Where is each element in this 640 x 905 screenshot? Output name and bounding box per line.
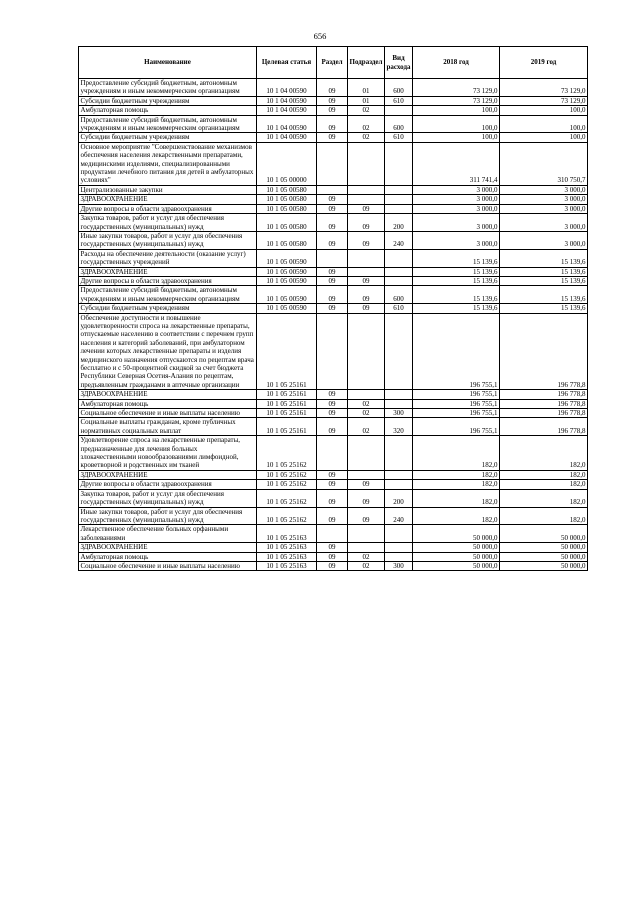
- cell-type: 610: [385, 96, 413, 105]
- cell-name: Другие вопросы в области здравоохранения: [79, 204, 257, 213]
- cell-type: 600: [385, 79, 413, 97]
- cell-y2019: 182,0: [500, 436, 588, 471]
- cell-subsection: [348, 195, 385, 204]
- cell-y2019: 50 000,0: [500, 552, 588, 561]
- cell-section: 09: [317, 543, 348, 552]
- cell-section: 09: [317, 267, 348, 276]
- table-row: [79, 507, 588, 525]
- cell-target: 10 1 05 25161: [257, 409, 317, 418]
- table-row: [79, 96, 588, 105]
- cell-type: [385, 106, 413, 115]
- cell-target: 10 1 04 00590: [257, 115, 317, 133]
- cell-type: [385, 204, 413, 213]
- cell-target: 10 1 04 00590: [257, 96, 317, 105]
- cell-type: [385, 249, 413, 267]
- cell-subsection: [348, 249, 385, 267]
- cell-name: ЗДРАВООХРАНЕНИЕ: [79, 267, 257, 276]
- cell-y2018: 15 139,6: [413, 267, 500, 276]
- cell-y2018: 196 755,1: [413, 418, 500, 436]
- cell-y2019: 182,0: [500, 470, 588, 479]
- cell-target: 10 1 05 25161: [257, 390, 317, 399]
- cell-type: [385, 480, 413, 489]
- cell-type: [385, 276, 413, 285]
- cell-section: 09: [317, 79, 348, 97]
- table-row: [79, 286, 588, 304]
- cell-name: Централизованные закупки: [79, 185, 257, 194]
- cell-name: ЗДРАВООХРАНЕНИЕ: [79, 543, 257, 552]
- table-row: [79, 79, 588, 97]
- cell-y2019: 310 750,7: [500, 142, 588, 185]
- cell-name: Закупка товаров, работ и услуг для обеспечения государственных (муниципальных) нужд: [79, 214, 257, 232]
- cell-subsection: 02: [348, 133, 385, 142]
- cell-y2018: 3 000,0: [413, 185, 500, 194]
- cell-subsection: 09: [348, 276, 385, 285]
- table-row: [79, 204, 588, 213]
- cell-target: 10 1 05 25161: [257, 418, 317, 436]
- cell-name: Иные закупки товаров, работ и услуг для обеспечения государственных (муниципальных) нужд: [79, 507, 257, 525]
- table-row: [79, 543, 588, 552]
- cell-section: 09: [317, 286, 348, 304]
- cell-type: [385, 525, 413, 543]
- cell-section: [317, 249, 348, 267]
- cell-subsection: 02: [348, 552, 385, 561]
- cell-name: ЗДРАВООХРАНЕНИЕ: [79, 195, 257, 204]
- cell-target: 10 1 05 25161: [257, 399, 317, 408]
- cell-y2019: 196 778,8: [500, 390, 588, 399]
- cell-name: Субсидии бюджетным учреждениям: [79, 133, 257, 142]
- cell-type: [385, 313, 413, 390]
- cell-subsection: 02: [348, 106, 385, 115]
- cell-target: 10 1 05 25162: [257, 507, 317, 525]
- cell-subsection: 09: [348, 489, 385, 507]
- cell-y2018: 15 139,6: [413, 276, 500, 285]
- cell-y2019: 73 129,0: [500, 79, 588, 97]
- cell-type: [385, 436, 413, 471]
- cell-y2019: 3 000,0: [500, 231, 588, 249]
- cell-subsection: [348, 313, 385, 390]
- cell-name: Лекарственное обеспечение больных орфанными заболеваниями: [79, 525, 257, 543]
- cell-section: 09: [317, 470, 348, 479]
- table-row: [79, 231, 588, 249]
- cell-name: ЗДРАВООХРАНЕНИЕ: [79, 470, 257, 479]
- header-subsection: Подраздел: [348, 47, 385, 79]
- cell-target: 10 1 05 25162: [257, 489, 317, 507]
- cell-y2019: 196 778,8: [500, 399, 588, 408]
- cell-name: Обеспечение доступности и повышение удовлетворенности спроса на лекарственные препараты, отпускаемые населению в соответствии с перечнем групп населения и категорий заболеваний, при амбулаторном лечении которых лекарственные препараты и изделия медицинского назначения отпускаются по рецептам врача бесплатно и с 50-процентной скидкой за счет бюджета Республики Северная Осетия-Алания по рецептам, предъявленным гражданами в аптечные организации: [79, 313, 257, 390]
- cell-subsection: 09: [348, 507, 385, 525]
- cell-y2018: 50 000,0: [413, 525, 500, 543]
- cell-y2019: 50 000,0: [500, 525, 588, 543]
- cell-y2019: 3 000,0: [500, 204, 588, 213]
- cell-name: Социальное обеспечение и иные выплаты населению: [79, 561, 257, 570]
- cell-target: 10 1 05 25163: [257, 543, 317, 552]
- header-2018: 2018 год: [413, 47, 500, 79]
- cell-y2018: 196 755,1: [413, 313, 500, 390]
- cell-section: 09: [317, 489, 348, 507]
- cell-subsection: 02: [348, 409, 385, 418]
- cell-subsection: 02: [348, 399, 385, 408]
- cell-y2018: 50 000,0: [413, 552, 500, 561]
- table-row: [79, 470, 588, 479]
- cell-subsection: [348, 142, 385, 185]
- cell-y2018: 3 000,0: [413, 195, 500, 204]
- cell-target: 10 1 05 00590: [257, 267, 317, 276]
- cell-y2019: 196 778,8: [500, 409, 588, 418]
- cell-type: [385, 552, 413, 561]
- cell-type: 600: [385, 286, 413, 304]
- cell-type: [385, 267, 413, 276]
- cell-y2018: 50 000,0: [413, 543, 500, 552]
- cell-section: [317, 313, 348, 390]
- cell-target: 10 1 05 00580: [257, 195, 317, 204]
- table-row: [79, 304, 588, 313]
- cell-type: [385, 399, 413, 408]
- cell-name: Удовлетворение спроса на лекарственные препараты, предназначенные для лечения больных злокачественными новообразованиями лимфоидной, кроветворной и родственных им тканей: [79, 436, 257, 471]
- cell-type: [385, 195, 413, 204]
- cell-name: Предоставление субсидий бюджетным, автономным учреждениям и иным некоммерческим организациям: [79, 286, 257, 304]
- cell-type: [385, 543, 413, 552]
- cell-name: Закупка товаров, работ и услуг для обеспечения государственных (муниципальных) нужд: [79, 489, 257, 507]
- cell-subsection: [348, 436, 385, 471]
- cell-section: 09: [317, 304, 348, 313]
- cell-target: 10 1 05 00590: [257, 276, 317, 285]
- table-header-row: [79, 47, 588, 79]
- cell-y2018: 182,0: [413, 480, 500, 489]
- cell-target: 10 1 05 25162: [257, 480, 317, 489]
- cell-type: 300: [385, 409, 413, 418]
- cell-section: [317, 142, 348, 185]
- budget-table: [78, 46, 588, 571]
- cell-y2019: 196 778,8: [500, 418, 588, 436]
- cell-subsection: 09: [348, 204, 385, 213]
- cell-y2019: 73 129,0: [500, 96, 588, 105]
- cell-section: 09: [317, 561, 348, 570]
- cell-name: Амбулаторная помощь: [79, 106, 257, 115]
- cell-y2018: 15 139,6: [413, 286, 500, 304]
- table-row: [79, 115, 588, 133]
- cell-y2018: 182,0: [413, 470, 500, 479]
- cell-subsection: 09: [348, 214, 385, 232]
- cell-subsection: [348, 470, 385, 479]
- cell-target: 10 1 05 00580: [257, 185, 317, 194]
- cell-section: 09: [317, 96, 348, 105]
- cell-y2018: 182,0: [413, 436, 500, 471]
- cell-target: 10 1 04 00590: [257, 79, 317, 97]
- cell-y2018: 3 000,0: [413, 214, 500, 232]
- cell-subsection: 01: [348, 79, 385, 97]
- cell-type: 200: [385, 489, 413, 507]
- header-2019: 2019 год: [500, 47, 588, 79]
- cell-section: 09: [317, 133, 348, 142]
- cell-section: 09: [317, 231, 348, 249]
- cell-name: Субсидии бюджетным учреждениям: [79, 96, 257, 105]
- cell-target: 10 1 05 00580: [257, 204, 317, 213]
- table-row: [79, 399, 588, 408]
- table-row: [79, 436, 588, 471]
- cell-target: 10 1 04 00590: [257, 106, 317, 115]
- cell-y2018: 15 139,6: [413, 304, 500, 313]
- cell-type: 320: [385, 418, 413, 436]
- cell-section: 09: [317, 418, 348, 436]
- table-row: [79, 390, 588, 399]
- cell-y2019: 3 000,0: [500, 185, 588, 194]
- cell-target: 10 1 05 25161: [257, 313, 317, 390]
- table-row: [79, 489, 588, 507]
- cell-y2018: 196 755,1: [413, 390, 500, 399]
- cell-type: 610: [385, 133, 413, 142]
- cell-section: [317, 436, 348, 471]
- header-name: Наименование: [79, 47, 257, 79]
- cell-y2018: 182,0: [413, 489, 500, 507]
- cell-name: Основное мероприятие "Совершенствование механизмов обеспечения населения лекарственными препаратами, медицинскими изделиями, специализированными продуктами лечебного питания для детей в амбулаторных условиях": [79, 142, 257, 185]
- cell-target: 10 1 05 25163: [257, 525, 317, 543]
- table-row: [79, 313, 588, 390]
- cell-type: [385, 142, 413, 185]
- header-target: Целевая статья: [257, 47, 317, 79]
- cell-y2019: 15 139,6: [500, 304, 588, 313]
- cell-subsection: 02: [348, 561, 385, 570]
- cell-target: 10 1 05 25162: [257, 436, 317, 471]
- cell-type: [385, 390, 413, 399]
- cell-y2018: 100,0: [413, 115, 500, 133]
- cell-name: Амбулаторная помощь: [79, 552, 257, 561]
- cell-target: 10 1 05 25162: [257, 470, 317, 479]
- cell-target: 10 1 05 00590: [257, 286, 317, 304]
- cell-name: Субсидии бюджетным учреждениям: [79, 304, 257, 313]
- cell-subsection: 09: [348, 286, 385, 304]
- cell-subsection: [348, 267, 385, 276]
- table-row: [79, 525, 588, 543]
- cell-y2018: 196 755,1: [413, 399, 500, 408]
- table-row: [79, 214, 588, 232]
- cell-y2018: 182,0: [413, 507, 500, 525]
- cell-y2018: 311 741,4: [413, 142, 500, 185]
- cell-target: 10 1 05 00590: [257, 249, 317, 267]
- cell-section: 09: [317, 399, 348, 408]
- cell-type: 240: [385, 231, 413, 249]
- table-row: [79, 185, 588, 194]
- cell-section: 09: [317, 115, 348, 133]
- table-row: [79, 418, 588, 436]
- cell-name: Расходы на обеспечение деятельности (оказание услуг) государственных учреждений: [79, 249, 257, 267]
- cell-y2018: 100,0: [413, 133, 500, 142]
- cell-y2018: 196 755,1: [413, 409, 500, 418]
- cell-y2019: 196 778,8: [500, 313, 588, 390]
- table-row: [79, 480, 588, 489]
- cell-target: 10 1 05 25163: [257, 552, 317, 561]
- cell-y2018: 73 129,0: [413, 79, 500, 97]
- cell-target: 10 1 05 25163: [257, 561, 317, 570]
- cell-section: 09: [317, 214, 348, 232]
- header-section: Раздел: [317, 47, 348, 79]
- cell-target: 10 1 04 00590: [257, 133, 317, 142]
- cell-section: 09: [317, 409, 348, 418]
- cell-section: 09: [317, 204, 348, 213]
- cell-y2019: 100,0: [500, 133, 588, 142]
- cell-type: [385, 185, 413, 194]
- cell-name: Предоставление субсидий бюджетным, автономным учреждениям и иным некоммерческим организациям: [79, 115, 257, 133]
- cell-target: 10 1 05 00000: [257, 142, 317, 185]
- table-row: [79, 409, 588, 418]
- table-row: [79, 561, 588, 570]
- cell-y2019: 3 000,0: [500, 195, 588, 204]
- cell-name: Социальное обеспечение и иные выплаты населению: [79, 409, 257, 418]
- cell-y2018: 3 000,0: [413, 231, 500, 249]
- cell-y2018: 100,0: [413, 106, 500, 115]
- cell-section: [317, 185, 348, 194]
- cell-y2018: 15 139,6: [413, 249, 500, 267]
- cell-subsection: 02: [348, 418, 385, 436]
- table-row: [79, 552, 588, 561]
- cell-subsection: [348, 185, 385, 194]
- cell-y2019: 3 000,0: [500, 214, 588, 232]
- cell-section: 09: [317, 480, 348, 489]
- cell-name: ЗДРАВООХРАНЕНИЕ: [79, 390, 257, 399]
- header-type: Вид расхода: [385, 47, 413, 79]
- cell-subsection: 09: [348, 304, 385, 313]
- cell-y2019: 15 139,6: [500, 286, 588, 304]
- cell-y2018: 3 000,0: [413, 204, 500, 213]
- cell-section: 09: [317, 507, 348, 525]
- cell-name: Иные закупки товаров, работ и услуг для обеспечения государственных (муниципальных) нужд: [79, 231, 257, 249]
- cell-section: 09: [317, 390, 348, 399]
- cell-subsection: [348, 525, 385, 543]
- cell-target: 10 1 05 00580: [257, 214, 317, 232]
- cell-target: 10 1 05 00580: [257, 231, 317, 249]
- table-row: [79, 142, 588, 185]
- cell-subsection: 09: [348, 480, 385, 489]
- cell-y2018: 50 000,0: [413, 561, 500, 570]
- cell-section: 09: [317, 106, 348, 115]
- cell-y2019: 15 139,6: [500, 276, 588, 285]
- cell-y2019: 50 000,0: [500, 561, 588, 570]
- cell-y2019: 100,0: [500, 115, 588, 133]
- cell-y2019: 182,0: [500, 480, 588, 489]
- cell-name: Другие вопросы в области здравоохранения: [79, 276, 257, 285]
- cell-y2019: 15 139,6: [500, 249, 588, 267]
- cell-type: [385, 470, 413, 479]
- page-number: 656: [313, 31, 327, 41]
- table-row: [79, 133, 588, 142]
- cell-y2019: 182,0: [500, 507, 588, 525]
- cell-section: 09: [317, 552, 348, 561]
- cell-type: 300: [385, 561, 413, 570]
- cell-subsection: 01: [348, 96, 385, 105]
- cell-subsection: 09: [348, 231, 385, 249]
- cell-section: 09: [317, 276, 348, 285]
- cell-name: Социальные выплаты гражданам, кроме публичных нормативных социальных выплат: [79, 418, 257, 436]
- cell-name: Предоставление субсидий бюджетным, автономным учреждениям и иным некоммерческим организациям: [79, 79, 257, 97]
- cell-y2019: 15 139,6: [500, 267, 588, 276]
- cell-type: 610: [385, 304, 413, 313]
- cell-type: 600: [385, 115, 413, 133]
- cell-y2019: 50 000,0: [500, 543, 588, 552]
- cell-subsection: [348, 543, 385, 552]
- cell-section: 09: [317, 195, 348, 204]
- cell-subsection: [348, 390, 385, 399]
- cell-name: Амбулаторная помощь: [79, 399, 257, 408]
- table-row: [79, 249, 588, 267]
- cell-y2018: 73 129,0: [413, 96, 500, 105]
- cell-name: Другие вопросы в области здравоохранения: [79, 480, 257, 489]
- cell-y2019: 100,0: [500, 106, 588, 115]
- table-row: [79, 195, 588, 204]
- table-row: [79, 276, 588, 285]
- cell-section: [317, 525, 348, 543]
- table-row: [79, 106, 588, 115]
- cell-subsection: 02: [348, 115, 385, 133]
- cell-y2019: 182,0: [500, 489, 588, 507]
- cell-target: 10 1 05 00590: [257, 304, 317, 313]
- cell-type: 240: [385, 507, 413, 525]
- table-row: [79, 267, 588, 276]
- cell-type: 200: [385, 214, 413, 232]
